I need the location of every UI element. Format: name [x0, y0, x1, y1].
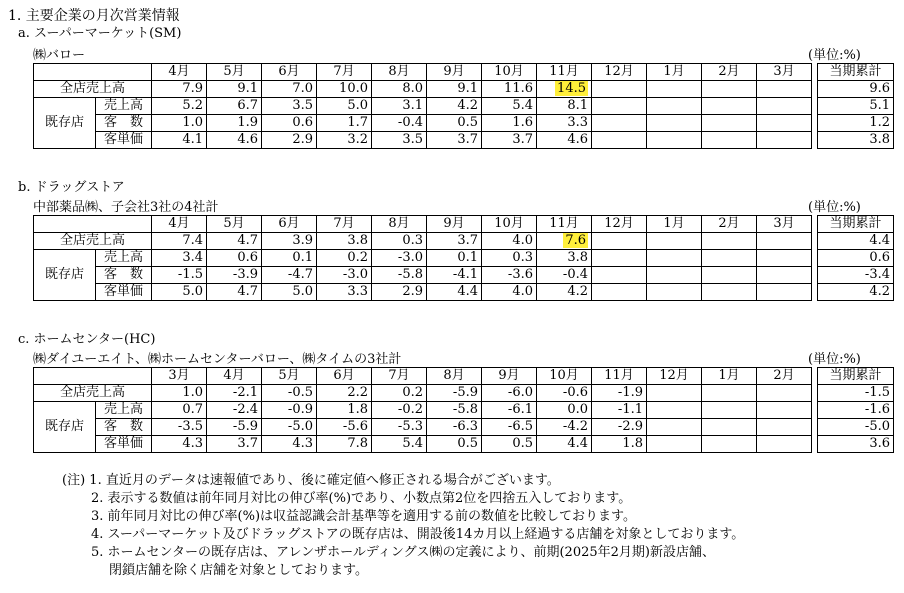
cumulative-cell: 1.2 [818, 115, 894, 132]
month-header: 7月 [317, 64, 372, 81]
value-cell: 3.1 [372, 98, 427, 115]
table-row [34, 284, 894, 301]
cumulative-cell: -1.5 [818, 385, 894, 402]
header-blank-cell [34, 216, 152, 233]
note-line-4 [62, 526, 744, 544]
month-header: 3月 [152, 368, 207, 385]
value-cell: 7.0 [262, 81, 317, 98]
month-header: 8月 [427, 368, 482, 385]
note-item: 3. 前年同月対比の伸び率(%)は収益認識会計基準等を適用する前の数値を比較しております。 [91, 509, 636, 524]
value-cell: -3.5 [152, 419, 207, 436]
value-cell: 0.3 [482, 250, 537, 267]
value-cell [757, 115, 812, 132]
value-cell [702, 98, 757, 115]
value-cell [647, 419, 702, 436]
highlighted-value: 14.5 [557, 81, 586, 96]
row-group-existing-stores: 既存店 [34, 250, 96, 301]
month-header: 5月 [207, 216, 262, 233]
month-header: 12月 [647, 368, 702, 385]
cumulative-header: 当期累計 [818, 368, 894, 385]
row-label: 客単価 [96, 436, 152, 453]
note-line-3 [62, 508, 744, 526]
value-cell [647, 436, 702, 453]
value-cell: -1.5 [152, 267, 207, 284]
month-header: 6月 [262, 64, 317, 81]
value-cell: 7.9 [152, 81, 207, 98]
month-header: 1月 [702, 368, 757, 385]
value-cell [757, 233, 812, 250]
value-cell [647, 115, 702, 132]
value-cell: 8.0 [372, 81, 427, 98]
row-label-total-sales: 全店売上高 [34, 233, 152, 250]
table-row [34, 267, 894, 284]
value-cell [702, 81, 757, 98]
unit-label-hc: (単位:%) [808, 352, 861, 367]
month-header: 10月 [482, 216, 537, 233]
note-line-1 [62, 472, 744, 490]
table-row [34, 385, 894, 402]
cumulative-header: 当期累計 [818, 64, 894, 81]
month-header: 10月 [482, 64, 537, 81]
month-header: 9月 [427, 216, 482, 233]
value-cell [702, 250, 757, 267]
table-header-row [34, 64, 894, 81]
value-cell: 9.1 [427, 81, 482, 98]
section-heading-hc: c. ホームセンター(HC) [18, 332, 156, 347]
table-row [34, 250, 894, 267]
value-cell: 4.3 [262, 436, 317, 453]
cumulative-cell: 4.4 [818, 233, 894, 250]
month-header: 6月 [317, 368, 372, 385]
cumulative-cell: -5.0 [818, 419, 894, 436]
unit-label-drug: (単位:%) [808, 200, 861, 215]
month-header: 11月 [537, 216, 592, 233]
value-cell: 3.5 [262, 98, 317, 115]
value-cell: 6.7 [207, 98, 262, 115]
row-label: 客 数 [96, 419, 152, 436]
table-row [34, 402, 894, 419]
table-row [34, 419, 894, 436]
value-cell: 3.7 [482, 132, 537, 149]
row-label: 客 数 [96, 267, 152, 284]
company-name-sm: ㈱バロー [33, 48, 86, 63]
value-cell [592, 98, 647, 115]
value-cell: 4.6 [207, 132, 262, 149]
value-cell [702, 233, 757, 250]
value-cell: 0.7 [152, 402, 207, 419]
value-cell: 3.4 [152, 250, 207, 267]
value-cell: 1.8 [592, 436, 647, 453]
value-cell: 10.0 [317, 81, 372, 98]
section-heading-sm: a. スーパーマーケット(SM) [18, 26, 182, 41]
value-cell [757, 132, 812, 149]
value-cell: 0.1 [262, 250, 317, 267]
value-cell: 4.2 [537, 284, 592, 301]
note-line-6 [62, 562, 744, 580]
month-header: 5月 [262, 368, 317, 385]
value-cell: 1.0 [152, 385, 207, 402]
value-cell: 4.0 [482, 233, 537, 250]
month-header: 9月 [427, 64, 482, 81]
row-label: 売上高 [96, 250, 152, 267]
page-title: 1. 主要企業の月次営業情報 [8, 8, 180, 24]
row-group-existing-stores: 既存店 [34, 402, 96, 453]
value-cell [537, 81, 592, 98]
value-cell [647, 81, 702, 98]
month-header: 10月 [537, 368, 592, 385]
row-label-total-sales: 全店売上高 [34, 385, 152, 402]
value-cell [702, 115, 757, 132]
sales-table-hc [33, 367, 894, 453]
value-cell: 0.3 [372, 233, 427, 250]
table-header-row [34, 368, 894, 385]
value-cell [592, 267, 647, 284]
notes-prefix: (注) [62, 473, 86, 488]
row-group-existing-stores: 既存店 [34, 98, 96, 149]
value-cell: -5.3 [372, 419, 427, 436]
value-cell: 7.4 [152, 233, 207, 250]
value-cell [647, 132, 702, 149]
cumulative-cell: 3.8 [818, 132, 894, 149]
value-cell [702, 402, 757, 419]
value-cell: 0.2 [372, 385, 427, 402]
table-header-row [34, 216, 894, 233]
value-cell: 3.3 [537, 115, 592, 132]
value-cell: -2.9 [592, 419, 647, 436]
value-cell: -4.1 [427, 267, 482, 284]
value-cell: 5.0 [152, 284, 207, 301]
value-cell: 3.7 [207, 436, 262, 453]
month-header: 6月 [262, 216, 317, 233]
value-cell: 9.1 [207, 81, 262, 98]
month-header: 5月 [207, 64, 262, 81]
month-header: 11月 [537, 64, 592, 81]
value-cell [592, 250, 647, 267]
month-header: 4月 [207, 368, 262, 385]
value-cell [757, 250, 812, 267]
month-header: 2月 [702, 216, 757, 233]
row-label: 売上高 [96, 402, 152, 419]
month-header: 2月 [757, 368, 812, 385]
month-header: 12月 [592, 216, 647, 233]
value-cell: 1.6 [482, 115, 537, 132]
value-cell: 3.7 [427, 132, 482, 149]
value-cell: 0.6 [207, 250, 262, 267]
value-cell [757, 385, 812, 402]
value-cell: -3.0 [317, 267, 372, 284]
value-cell: 1.0 [152, 115, 207, 132]
value-cell [592, 284, 647, 301]
value-cell: -5.0 [262, 419, 317, 436]
value-cell [702, 385, 757, 402]
value-cell: 0.5 [482, 436, 537, 453]
cumulative-cell: 5.1 [818, 98, 894, 115]
value-cell: 0.0 [537, 402, 592, 419]
value-cell [592, 81, 647, 98]
row-label: 売上高 [96, 98, 152, 115]
value-cell: -0.2 [372, 402, 427, 419]
value-cell: 5.0 [262, 284, 317, 301]
value-cell: 4.1 [152, 132, 207, 149]
value-cell: 4.3 [152, 436, 207, 453]
value-cell [702, 284, 757, 301]
month-header: 12月 [592, 64, 647, 81]
value-cell [702, 436, 757, 453]
value-cell: 1.7 [317, 115, 372, 132]
header-blank-cell [34, 368, 152, 385]
value-cell [647, 98, 702, 115]
value-cell: 5.2 [152, 98, 207, 115]
month-header: 3月 [757, 216, 812, 233]
value-cell: 4.4 [537, 436, 592, 453]
value-cell: -4.2 [537, 419, 592, 436]
value-cell: -4.7 [262, 267, 317, 284]
cumulative-cell: -3.4 [818, 267, 894, 284]
value-cell: 0.5 [427, 436, 482, 453]
table-row [34, 436, 894, 453]
value-cell: 0.5 [427, 115, 482, 132]
value-cell: 3.3 [317, 284, 372, 301]
highlighted-value: 7.6 [565, 233, 586, 248]
value-cell: 3.9 [262, 233, 317, 250]
value-cell: -6.3 [427, 419, 482, 436]
value-cell: 3.2 [317, 132, 372, 149]
value-cell [537, 233, 592, 250]
value-cell: -0.6 [537, 385, 592, 402]
value-cell: 3.8 [537, 250, 592, 267]
value-cell: 8.1 [537, 98, 592, 115]
month-header: 9月 [482, 368, 537, 385]
month-header: 2月 [702, 64, 757, 81]
month-header: 8月 [372, 64, 427, 81]
sales-table-drug [33, 215, 894, 301]
header-blank-cell [34, 64, 152, 81]
value-cell: 4.4 [427, 284, 482, 301]
value-cell: 4.0 [482, 284, 537, 301]
value-cell [757, 81, 812, 98]
value-cell [757, 402, 812, 419]
sales-table-sm [33, 63, 894, 149]
value-cell: 7.8 [317, 436, 372, 453]
value-cell: 5.0 [317, 98, 372, 115]
notes [62, 472, 744, 580]
value-cell: -6.5 [482, 419, 537, 436]
row-label-total-sales: 全店売上高 [34, 81, 152, 98]
value-cell [647, 284, 702, 301]
value-cell: 4.6 [537, 132, 592, 149]
month-header: 4月 [152, 216, 207, 233]
value-cell [592, 233, 647, 250]
value-cell: 4.7 [207, 284, 262, 301]
cumulative-header: 当期累計 [818, 216, 894, 233]
value-cell [702, 132, 757, 149]
value-cell: -3.6 [482, 267, 537, 284]
value-cell: -5.9 [427, 385, 482, 402]
table-row [34, 81, 894, 98]
value-cell [757, 98, 812, 115]
table-row [34, 115, 894, 132]
value-cell: 2.9 [262, 132, 317, 149]
value-cell: 4.7 [207, 233, 262, 250]
note-item: 1. 直近月のデータは速報値であり、後に確定値へ修正される場合がございます。 [89, 473, 560, 488]
value-cell [647, 250, 702, 267]
month-header: 1月 [647, 216, 702, 233]
note-line-5 [62, 544, 744, 562]
value-cell: -0.4 [537, 267, 592, 284]
value-cell: 2.9 [372, 284, 427, 301]
cumulative-cell: -1.6 [818, 402, 894, 419]
value-cell [647, 267, 702, 284]
value-cell: -0.5 [262, 385, 317, 402]
value-cell [702, 419, 757, 436]
company-name-drug: 中部薬品㈱、子会社3社の4社計 [33, 200, 219, 215]
value-cell [702, 267, 757, 284]
unit-label-sm: (単位:%) [808, 48, 861, 63]
value-cell: 4.2 [427, 98, 482, 115]
value-cell: -2.4 [207, 402, 262, 419]
value-cell: 1.9 [207, 115, 262, 132]
row-label: 客単価 [96, 132, 152, 149]
value-cell [592, 115, 647, 132]
value-cell: -6.1 [482, 402, 537, 419]
value-cell: -0.4 [372, 115, 427, 132]
value-cell: 0.6 [262, 115, 317, 132]
row-label: 客単価 [96, 284, 152, 301]
note-item: 2. 表示する数値は前年同月対比の伸び率(%)であり、小数点第2位を四捨五入しております。 [91, 491, 632, 506]
cumulative-cell: 4.2 [818, 284, 894, 301]
month-header: 7月 [372, 368, 427, 385]
value-cell: 2.2 [317, 385, 372, 402]
month-header: 3月 [757, 64, 812, 81]
cumulative-cell: 0.6 [818, 250, 894, 267]
value-cell [757, 284, 812, 301]
value-cell: 11.6 [482, 81, 537, 98]
value-cell: 5.4 [372, 436, 427, 453]
table-row [34, 233, 894, 250]
value-cell [647, 385, 702, 402]
value-cell: 3.5 [372, 132, 427, 149]
value-cell: -2.1 [207, 385, 262, 402]
value-cell [647, 233, 702, 250]
cumulative-cell: 9.6 [818, 81, 894, 98]
value-cell: 3.7 [427, 233, 482, 250]
value-cell: -1.1 [592, 402, 647, 419]
value-cell: -1.9 [592, 385, 647, 402]
month-header: 1月 [647, 64, 702, 81]
value-cell: -5.9 [207, 419, 262, 436]
company-name-hc: ㈱ダイユーエイト、㈱ホームセンターバロー、㈱タイムの3社計 [33, 352, 402, 367]
value-cell: -0.9 [262, 402, 317, 419]
value-cell: -5.6 [317, 419, 372, 436]
value-cell: 1.8 [317, 402, 372, 419]
value-cell: -5.8 [427, 402, 482, 419]
value-cell [757, 419, 812, 436]
value-cell: -5.8 [372, 267, 427, 284]
value-cell: -6.0 [482, 385, 537, 402]
table-row [34, 132, 894, 149]
month-header: 11月 [592, 368, 647, 385]
value-cell: 3.8 [317, 233, 372, 250]
note-item: 閉鎖店舗を除く店舗を対象としております。 [109, 563, 368, 578]
cumulative-cell: 3.6 [818, 436, 894, 453]
month-header: 4月 [152, 64, 207, 81]
value-cell [757, 267, 812, 284]
note-item: 5. ホームセンターの既存店は、アレンザホールディングス㈱の定義により、前期(2025年2月期)新設店舗、 [91, 545, 715, 560]
value-cell: 0.1 [427, 250, 482, 267]
note-line-2 [62, 490, 744, 508]
value-cell: 5.4 [482, 98, 537, 115]
value-cell [757, 436, 812, 453]
value-cell [592, 132, 647, 149]
row-label: 客 数 [96, 115, 152, 132]
value-cell: -3.0 [372, 250, 427, 267]
month-header: 8月 [372, 216, 427, 233]
value-cell [647, 402, 702, 419]
value-cell: 0.2 [317, 250, 372, 267]
note-item: 4. スーパーマーケット及びドラッグストアの既存店は、開設後14カ月以上経過する店舗を対象としております。 [91, 527, 745, 542]
value-cell: -3.9 [207, 267, 262, 284]
table-row [34, 98, 894, 115]
month-header: 7月 [317, 216, 372, 233]
section-heading-drug: b. ドラッグストア [18, 180, 125, 195]
